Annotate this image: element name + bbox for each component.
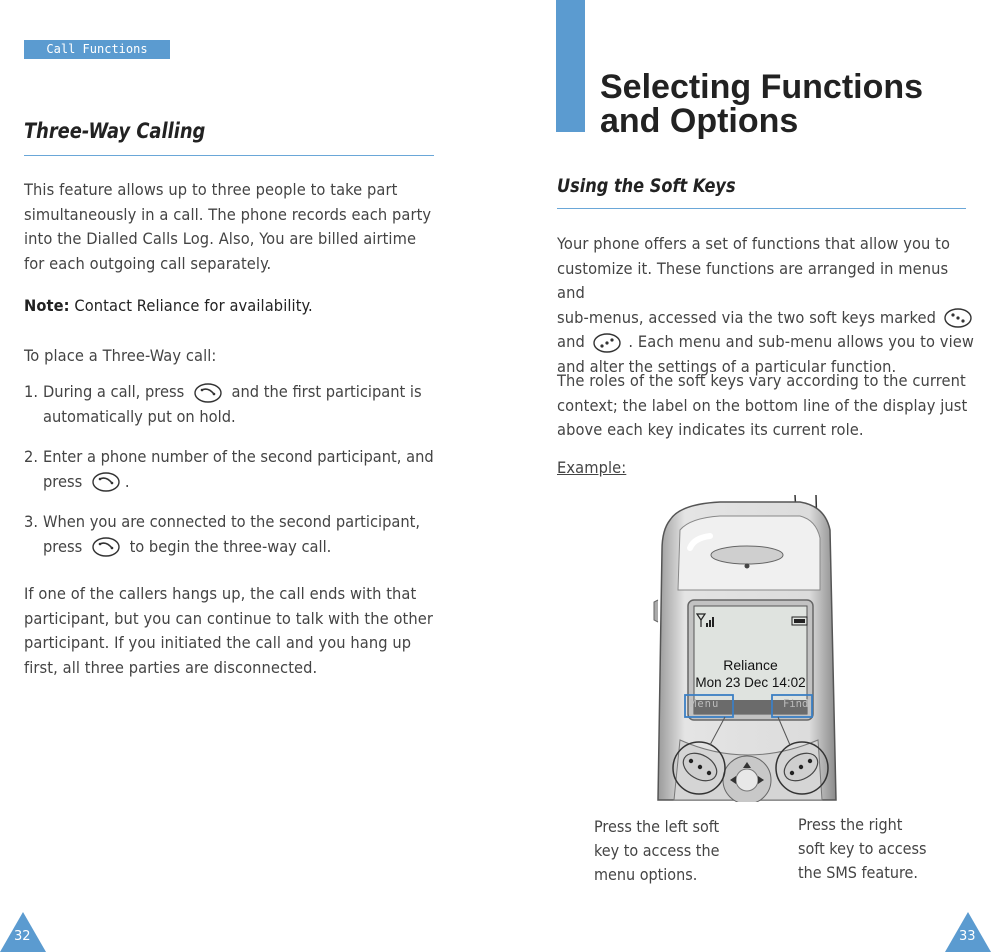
caption-line: soft key to access xyxy=(798,839,927,858)
soft-key-right-icon xyxy=(592,332,622,354)
note-text: Contact Reliance for availability. xyxy=(69,296,313,315)
page-number-right: 33 xyxy=(959,929,976,944)
steps-intro: To place a Three-Way call: xyxy=(24,346,217,365)
step-number: 2. xyxy=(24,447,38,466)
display-network-name: Reliance xyxy=(723,657,778,673)
soft-key-left-icon xyxy=(943,307,973,329)
left-heading-rule xyxy=(24,155,434,156)
caption-line: Press the right xyxy=(798,815,903,834)
step-number: 3. xyxy=(24,512,38,531)
step-text: automatically put on hold. xyxy=(43,406,236,426)
note xyxy=(24,294,444,319)
right-heading-rule xyxy=(557,208,966,209)
softkeys-paragraph xyxy=(557,232,977,379)
step-text: and the first participant is xyxy=(231,382,422,401)
caption-line: menu options. xyxy=(594,865,698,884)
step-1 xyxy=(24,380,434,430)
battery-icon xyxy=(791,616,809,626)
send-key-icon xyxy=(193,382,223,404)
para-line: The roles of the soft keys vary according to the current xyxy=(557,371,966,390)
para-line: above each key indicates its current role. xyxy=(557,420,864,439)
closing-line: participant, but you can continue to talk with the other xyxy=(24,608,433,628)
step-text: . xyxy=(124,471,130,491)
para-line: sub-menus, accessed via the two soft keys marked xyxy=(557,307,936,327)
para-line: and xyxy=(557,332,585,351)
page-number-left: 32 xyxy=(14,929,31,944)
closing-line: If one of the callers hangs up, the call ends with that xyxy=(24,584,417,603)
step-text: press xyxy=(43,471,83,491)
intro-line: simultaneously in a call. The phone records each party xyxy=(24,204,432,224)
closing-paragraph xyxy=(24,582,444,680)
display-datetime: Mon 23 Dec 14:02 xyxy=(695,675,806,690)
step-text: When you are connected to the second participant, xyxy=(43,512,421,531)
intro-line: This feature allows up to three people to take part xyxy=(24,180,398,199)
step-2 xyxy=(24,445,434,495)
step-text: During a call, press xyxy=(43,382,185,401)
step-number: 1. xyxy=(24,382,38,401)
para-line: Your phone offers a set of functions that allow you to xyxy=(557,234,951,253)
closing-line: first, all three parties are disconnected. xyxy=(24,657,318,677)
send-key-icon xyxy=(91,471,121,493)
caption-line: the SMS feature. xyxy=(798,863,918,882)
display-left-soft-label: Menu xyxy=(690,698,720,710)
step-text: Enter a phone number of the second participant, and xyxy=(43,447,434,466)
display-right-soft-label: Find xyxy=(783,698,809,710)
step-text: to begin the three-way call. xyxy=(129,536,332,556)
intro-line: into the Dialled Calls Log. Also, You are billed airtime xyxy=(24,229,417,248)
step-3 xyxy=(24,510,434,560)
para-line: . Each menu and sub-menu allows you to view xyxy=(628,332,974,351)
intro-line: for each outgoing call separately. xyxy=(24,253,272,273)
caption-line: Press the left soft xyxy=(594,817,720,836)
phone-illustration xyxy=(650,490,840,802)
para-line: and alter the settings of a particular function. xyxy=(557,356,897,376)
title-accent-bar xyxy=(556,0,585,132)
send-key-icon xyxy=(91,536,121,558)
signal-icon xyxy=(696,612,716,628)
left-heading: Three-Way Calling xyxy=(24,119,206,143)
example-label: Example: xyxy=(557,458,627,477)
para-line: customize it. These functions are arranged in menus and xyxy=(557,258,949,302)
page-title-line1: Selecting Functions xyxy=(600,68,924,106)
intro-paragraph xyxy=(24,178,444,276)
para-line: context; the label on the bottom line of the display just xyxy=(557,395,968,415)
page-title-line2: and Options xyxy=(600,102,799,140)
caption-left xyxy=(594,815,719,887)
step-text: press xyxy=(43,536,83,556)
caption-line: key to access the xyxy=(594,841,720,860)
closing-line: participant. If you initiated the call and you hang up xyxy=(24,633,412,652)
note-label: Note: xyxy=(24,296,70,315)
right-heading: Using the Soft Keys xyxy=(557,175,736,197)
caption-right xyxy=(798,813,927,885)
roles-paragraph xyxy=(557,369,977,443)
section-tag: Call Functions xyxy=(24,40,170,59)
